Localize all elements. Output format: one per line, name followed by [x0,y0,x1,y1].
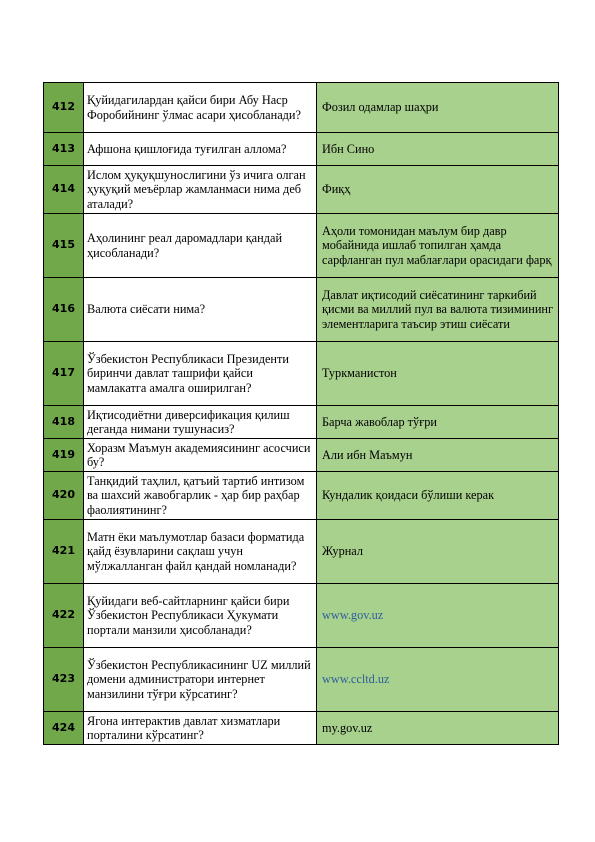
table-row [44,278,559,342]
question-text: Қуйидагилардан қайси бири Абу Наср Форобийнинг ўлмас асари ҳисобланади? [84,83,317,133]
answer-text: Кундалик қоидаси бўлиши керак [322,488,495,503]
table-row [44,133,559,166]
question-number: 413 [44,133,84,166]
question-number: 412 [44,83,84,133]
question-text: Танқидий таҳлил, қатъий тартиб интизом ва шахсий жавобгарлик - ҳар бир раҳбар фаолиятининг? [84,472,317,520]
table-row [44,439,559,472]
table-row [44,584,559,648]
answer-cell [317,712,559,745]
answer-link[interactable]: www.ccltd.uz [322,672,390,687]
answer-cell [317,439,559,472]
answer-cell [317,166,559,214]
answer-cell [317,584,559,648]
question-text: Валюта сиёсати нима? [84,278,317,342]
answer-cell [317,83,559,133]
answer-text: Аҳоли томонидан маълум бир давр мобайнида ишлаб топилган ҳамда сарфланган пул маблағлари орасидаги фарқ [322,223,552,267]
question-text: Ўзбекистон Республикаси Президенти биринчи давлат ташрифи қайси мамлакатга амалга оширилган? [84,342,317,406]
question-number: 424 [44,712,84,745]
question-number: 421 [44,520,84,584]
question-text: Иқтисодиётни диверсификация қилиш деганда нимани тушунасиз? [84,406,317,439]
question-number: 420 [44,472,84,520]
question-number: 423 [44,648,84,712]
question-text: Матн ёки маълумотлар базаси форматида қайд ёзувларини сақлаш учун мўлжалланган файл қандай номланади? [84,520,317,584]
question-number: 422 [44,584,84,648]
answer-link[interactable]: www.gov.uz [322,608,384,623]
answer-text: Ибн Сино [322,141,375,156]
table-row [44,520,559,584]
answer-cell [317,406,559,439]
question-number: 417 [44,342,84,406]
question-number: 414 [44,166,84,214]
qa-table [43,82,559,745]
answer-text: Барча жавоблар тўғри [322,414,437,429]
table-row [44,214,559,278]
answer-text: Фозил одамлар шаҳри [322,100,439,115]
table-row [44,648,559,712]
answer-text: Давлат иқтисодий сиёсатининг таркибий қисми ва миллий пул ва валюта тизимининг элементларига таъсир этиш сиёсати [322,287,554,331]
table-row [44,472,559,520]
answer-cell [317,214,559,278]
question-text: Хоразм Маъмун академиясининг асосчиси бу? [84,439,317,472]
question-text: Ўзбекистон Республикасининг UZ миллий домени администратори интернет манзилини тўғри кўрсатинг? [84,648,317,712]
table-row [44,712,559,745]
question-number: 416 [44,278,84,342]
question-number: 419 [44,439,84,472]
answer-cell [317,648,559,712]
question-text: Қуйидаги веб-сайтларнинг қайси бири Ўзбекистон Республикаси Ҳукумати портали манзили ҳисобланади? [84,584,317,648]
table-row [44,83,559,133]
answer-text: Али ибн Маъмун [322,447,413,462]
answer-cell [317,342,559,406]
table-row [44,342,559,406]
answer-cell [317,278,559,342]
question-text: Афшона қишлоғида туғилган аллома? [84,133,317,166]
table-row [44,406,559,439]
question-number: 415 [44,214,84,278]
answer-text: my.gov.uz [322,720,373,735]
answer-text: Фиқҳ [322,182,351,197]
table-row [44,166,559,214]
answer-text: Туркманистон [322,366,397,381]
question-text: Ягона интерактив давлат хизматлари порталини кўрсатинг? [84,712,317,745]
answer-text: Журнал [322,544,363,559]
qa-table-body [44,83,559,745]
question-text: Аҳолининг реал даромадлари қандай ҳисобланади? [84,214,317,278]
answer-cell [317,472,559,520]
answer-cell [317,133,559,166]
answer-cell [317,520,559,584]
question-number: 418 [44,406,84,439]
question-text: Ислом ҳуқуқшунослигини ўз ичига олган ҳуқуқий меъёрлар жамланмаси нима деб аталади? [84,166,317,214]
